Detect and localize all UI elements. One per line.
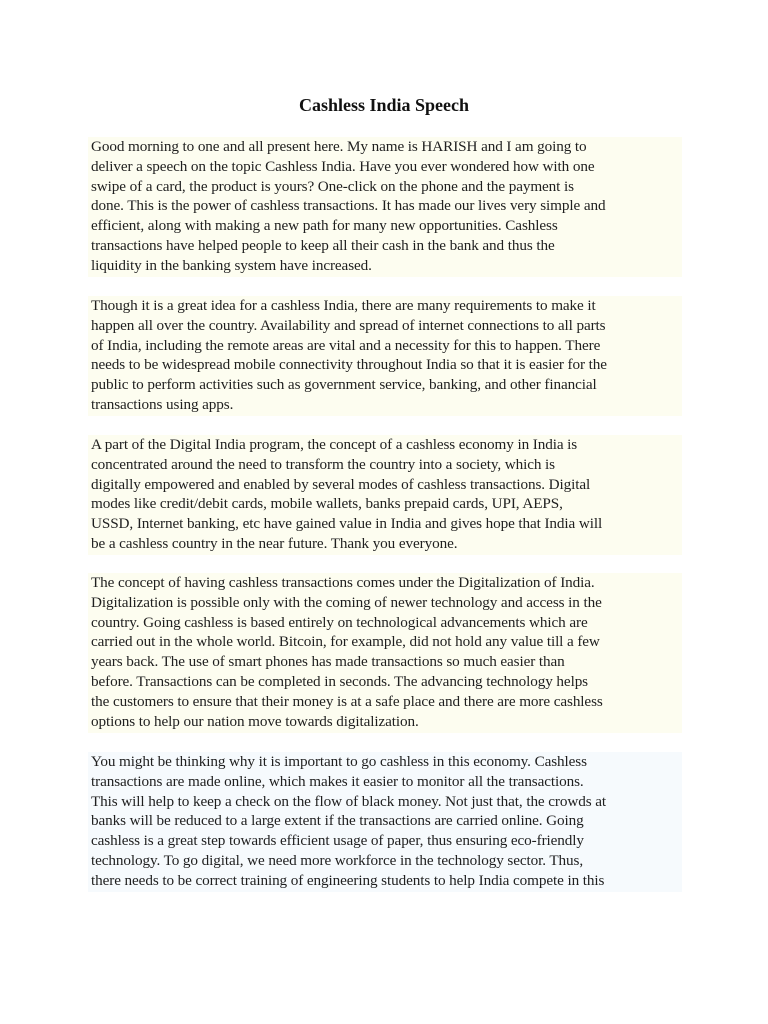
paragraph-line: modes like credit/debit cards, mobile wallets, banks prepaid cards, UPI, AEPS,	[91, 495, 563, 513]
paragraph-line: Though it is a great idea for a cashless India, there are many requirements to make it	[91, 297, 596, 314]
paragraph-line: cashless is a great step towards efficient usage of paper, thus ensuring eco-friendly	[91, 832, 584, 850]
page-title: Cashless India Speech	[298, 95, 470, 115]
paragraph-line: You might be thinking why it is important to go cashless in this economy. Cashless	[91, 753, 587, 770]
paragraph-digital-india	[88, 435, 682, 555]
paragraph-line: needs to be widespread mobile connectivity throughout India so that it is easier for the	[91, 356, 607, 374]
paragraph-line: happen all over the country. Availability and spread of internet connections to all parts	[91, 316, 606, 334]
paragraph-line: swipe of a card, the product is yours? One-click on the phone and the payment is	[91, 177, 574, 195]
paragraph-line: liquidity in the banking system have increased.	[91, 256, 372, 274]
paragraph-line: The concept of having cashless transactions comes under the Digitalization of India.	[91, 574, 595, 591]
paragraph-line: before. Transactions can be completed in seconds. The advancing technology helps	[91, 672, 588, 690]
paragraph-line: country. Going cashless is based entirely on technological advancements which are	[91, 613, 588, 631]
paragraph-line: the customers to ensure that their money is at a safe place and there are more cashless	[91, 692, 603, 710]
paragraph-line: digitally empowered and enabled by several modes of cashless transactions. Digital	[91, 475, 591, 493]
paragraph-requirements	[88, 296, 682, 416]
paragraph-line: Good morning to one and all present here. My name is HARISH and I am going to	[91, 138, 587, 155]
paragraph-line: banks will be reduced to a large extent if the transactions are carried online. Going	[91, 812, 584, 830]
paragraph-line: A part of the Digital India program, the concept of a cashless economy in India is	[91, 436, 578, 453]
paragraph-line: efficient, along with making a new path for many new opportunities. Cashless	[91, 217, 558, 235]
paragraph-line: years back. The use of smart phones has made transactions so much easier than	[91, 653, 565, 671]
paragraph-line: options to help our nation move towards digitalization.	[91, 712, 419, 730]
paragraph-intro	[88, 137, 682, 277]
paragraph-line: Digitalization is possible only with the coming of newer technology and access in the	[91, 593, 602, 611]
paragraph-line: carried out in the whole world. Bitcoin, for example, did not hold any value till a few	[91, 633, 600, 651]
paragraph-line: done. This is the power of cashless transactions. It has made our lives very simple and	[91, 197, 606, 215]
paragraph-line: be a cashless country in the near future. Thank you everyone.	[91, 534, 458, 552]
paragraph-line: transactions have helped people to keep all their cash in the bank and thus the	[91, 236, 555, 254]
paragraph-line: technology. To go digital, we need more workforce in the technology sector. Thus,	[91, 851, 584, 869]
paragraph-line: concentrated around the need to transform the country into a society, which is	[91, 455, 555, 473]
paragraph-line: transactions using apps.	[91, 395, 234, 413]
paragraph-line: there needs to be correct training of engineering students to help India compete in this	[91, 871, 605, 889]
paragraph-line: public to perform activities such as government service, banking, and other financial	[91, 376, 597, 394]
paragraph-line: transactions are made online, which makes it easier to monitor all the transactions.	[91, 772, 584, 790]
paragraph-line: deliver a speech on the topic Cashless India. Have you ever wondered how with one	[91, 157, 595, 175]
paragraph-line: USSD, Internet banking, etc have gained value in India and gives hope that India will	[91, 515, 603, 533]
paragraph-importance	[88, 752, 682, 892]
paragraph-line: This will help to keep a check on the flow of black money. Not just that, the crowds at	[91, 792, 606, 810]
paragraph-line: of India, including the remote areas are vital and a necessity for this to happen. There	[91, 336, 601, 354]
paragraph-digitalization	[88, 573, 682, 733]
